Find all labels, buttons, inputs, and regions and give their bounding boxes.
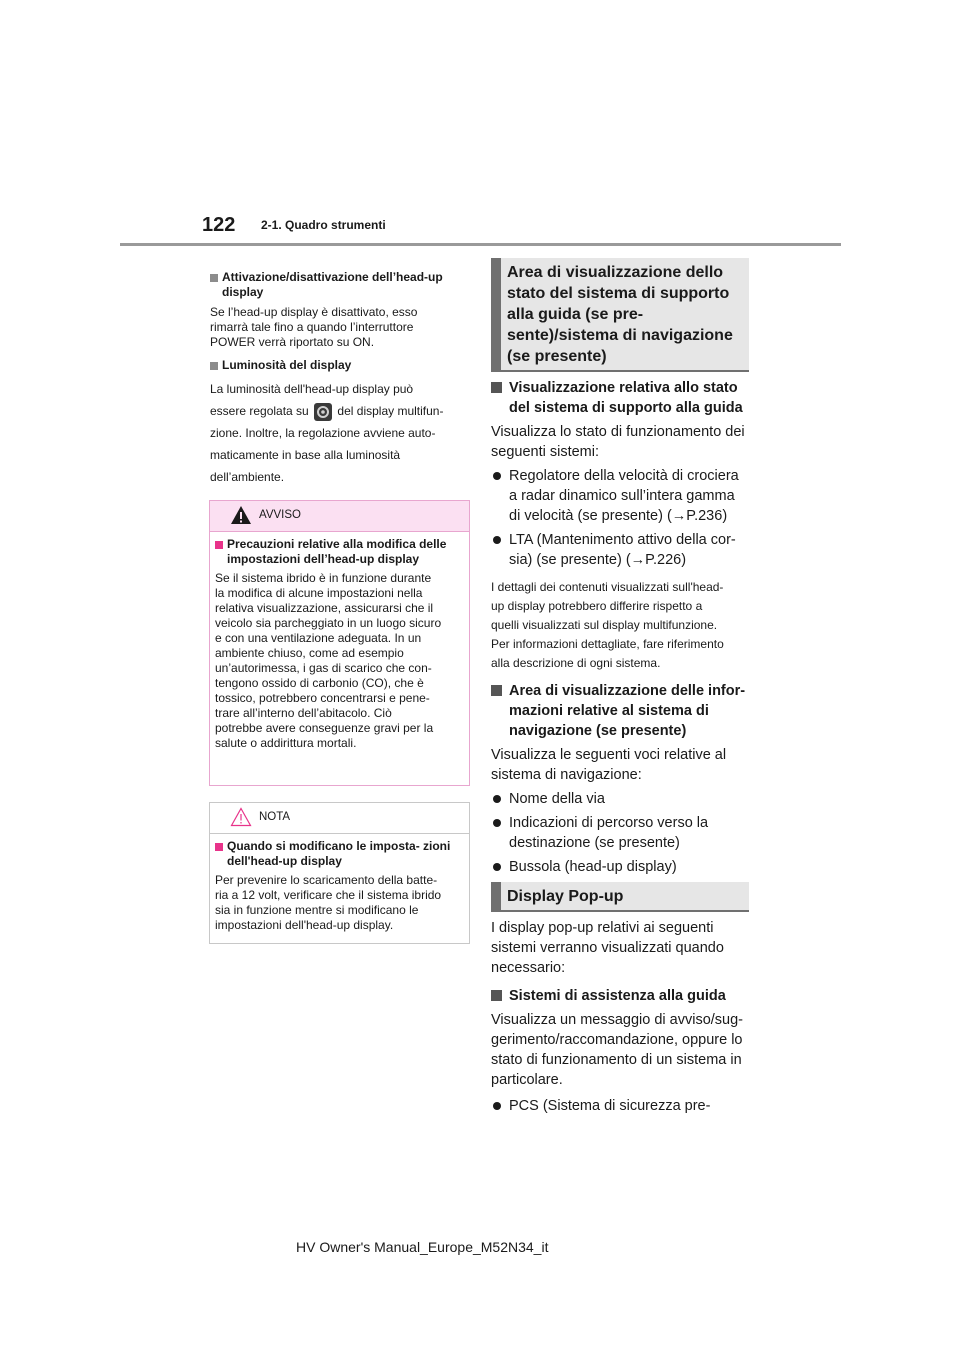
caution-triangle-icon xyxy=(230,807,252,830)
note-box xyxy=(209,802,470,944)
paragraph-assist: Visualizza un messaggio di avviso/sug- gerimento/raccomandazione, oppure lo stato di funzionamento di un sistema in particolare. xyxy=(491,1012,744,1088)
note-heading: Quando si modificano le imposta- zioni dell'head-up display xyxy=(215,839,464,869)
paragraph-driving-support: Visualizza lo stato di funzionamento dei seguenti sistemi: xyxy=(491,424,745,460)
text-fragment: essere regolata su xyxy=(210,404,309,418)
text-line: sia in funzione mentre si modificano le xyxy=(215,903,419,917)
heading-assist-systems: Sistemi di assistenza alla guida xyxy=(491,986,749,1006)
text-line: e con una ventilazione adeguata. In un xyxy=(215,631,422,645)
left-column xyxy=(210,270,468,488)
text-line: tossico, potrebbero concentrarsi e pene- xyxy=(215,691,430,705)
section-header-popup-display: Display Pop-up xyxy=(491,882,749,912)
text-line: La luminosità dell'head-up display può xyxy=(210,382,414,396)
text-line: zione. Inoltre, la regolazione avviene auto- xyxy=(210,426,436,440)
text-line: ria a 12 volt, verificare che il sistema ibrido xyxy=(215,888,442,902)
text-line: un’autorimessa, i gas di scarico che con- xyxy=(215,661,432,675)
text-line: rimarrà tale fino a quando l’interruttore xyxy=(210,320,414,334)
text-line: Per prevenire lo scaricamento della batte- xyxy=(215,873,438,887)
heading-navigation-area: Area di visualizzazione delle infor- mazioni relative al sistema di navigazione (se presente) xyxy=(491,681,749,741)
text-fragment: del display multifun- xyxy=(337,404,444,418)
note-label: NOTA xyxy=(259,811,291,823)
text-line: tengono ossido di carbonio (CO), che è xyxy=(215,676,424,690)
section-header-driving-support-area: Area di visualizzazione dello stato del sistema di supporto alla guida (se pre- sente)/sistema di navigazione (se presente) xyxy=(491,258,749,372)
note-header xyxy=(210,803,469,834)
warning-label: AVVISO xyxy=(259,509,301,521)
text-line: Se il sistema ibrido è in funzione durante xyxy=(215,571,432,585)
right-column xyxy=(491,378,749,877)
text-line: trare all’interno dell’abitacolo. Ciò xyxy=(215,706,392,720)
warning-header xyxy=(210,501,469,532)
text-line: I dettagli dei contenuti visualizzati sull'head- xyxy=(491,580,724,594)
text-line: dell’ambiente. xyxy=(210,470,285,484)
text-line: veicolo sia parcheggiato in un luogo sicuro xyxy=(215,616,442,630)
text-line: la modifica di alcune impostazioni nella xyxy=(215,586,423,600)
text-line: impostazioni dell'head-up display. xyxy=(215,918,394,932)
paragraph-activation xyxy=(210,305,468,350)
text-line: Per informazioni dettagliate, fare riferimento xyxy=(491,637,724,651)
warning-heading: Precauzioni relative alla modifica delle impostazioni dell’head-up display xyxy=(215,537,464,567)
text-line: potrebbe avere conseguenze gravi per la xyxy=(215,721,434,735)
text-line: relativa visualizzazione, assicurarsi che il xyxy=(215,601,434,615)
right-column-popup xyxy=(491,918,749,1116)
paragraph-popup: I display pop-up relativi ai seguenti sistemi verranno visualizzati quando necessario: xyxy=(491,920,724,976)
section-title: 2-1. Quadro strumenti xyxy=(261,218,386,232)
text-line: up display potrebbero differire rispetto a xyxy=(491,599,703,613)
text-line: ambiente chiuso, come ad esempio xyxy=(215,646,404,660)
bullet-street-name: Nome della via xyxy=(491,789,749,809)
text-line: quelli visualizzati sul display multifunzione. xyxy=(491,618,718,632)
text-line: salute o addirittura mortali. xyxy=(215,736,357,750)
text-line: POWER verrà riportato su ON. xyxy=(210,335,375,349)
header-rule xyxy=(120,243,841,246)
heading-driving-support-status: Visualizzazione relativa allo stato del sistema di supporto alla guida xyxy=(491,378,749,418)
note-text xyxy=(215,873,464,933)
note-body xyxy=(210,834,469,933)
heading-activation: Attivazione/disattivazione dell’head-up display xyxy=(210,270,468,300)
warning-text xyxy=(215,571,464,751)
settings-gear-icon xyxy=(314,403,332,421)
small-note xyxy=(491,578,749,673)
page-number: 122 xyxy=(202,214,236,236)
text-line-with-icon xyxy=(210,400,468,422)
text-line: maticamente in base alla luminosità xyxy=(210,448,401,462)
bullet-radar-cruise: Regolatore della velocità di crociera a radar dinamico sull’intera gamma di velocità (se presente) (→P.236) xyxy=(491,466,749,526)
bullet-lta: LTA (Mantenimento attivo della cor- sia) (se presente) (→P.226) xyxy=(491,530,749,570)
text-line: alla descrizione di ogni sistema. xyxy=(491,656,661,670)
heading-brightness: Luminosità del display xyxy=(210,358,468,373)
warning-box xyxy=(209,500,470,786)
bullet-route-guidance: Indicazioni di percorso verso la destinazione (se presente) xyxy=(491,813,749,853)
footer-manual-id: HV Owner's Manual_Europe_M52N34_it xyxy=(296,1239,549,1255)
bullet-pcs: PCS (Sistema di sicurezza pre- xyxy=(491,1096,749,1116)
paragraph-navigation: Visualizza le seguenti voci relative al sistema di navigazione: xyxy=(491,747,727,783)
warning-body xyxy=(210,532,469,751)
text-line: Se l’head-up display è disattivato, esso xyxy=(210,305,418,319)
paragraph-brightness xyxy=(210,378,468,488)
warning-triangle-icon xyxy=(230,505,252,528)
bullet-compass: Bussola (head-up display) xyxy=(491,857,749,877)
